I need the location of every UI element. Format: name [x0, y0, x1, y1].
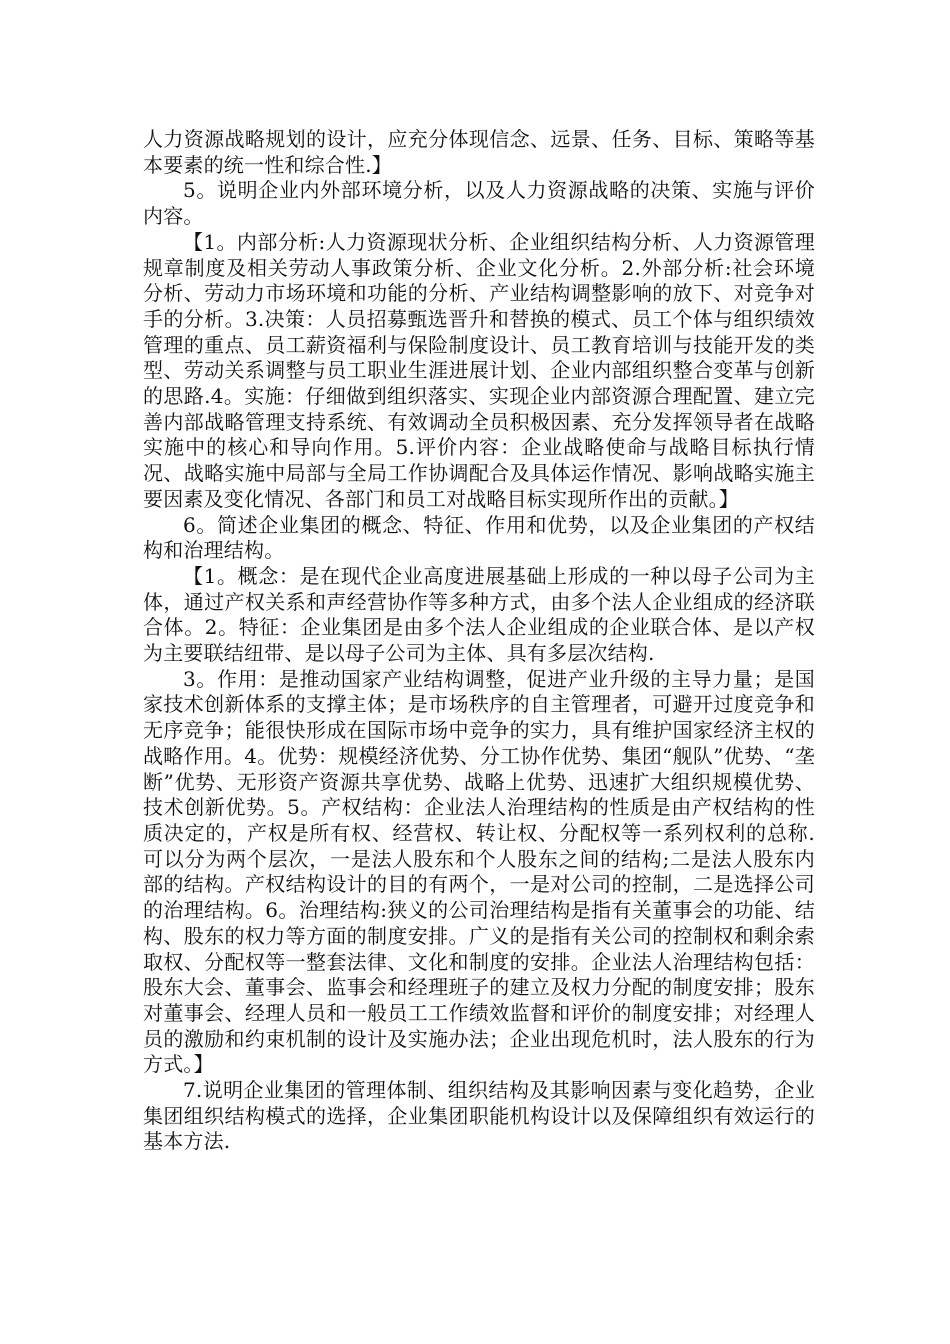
answer-6-part-1: 【1。概念：是在现代企业高度进展基础上形成的一种以母子公司为主体，通过产权关系和声经营协作等多种方式，由多个法人企业组成的经济联合体。2。特征：企业集团是由多个法人企业组成的企业联合体、是以产权为主要联结纽带、是以母子公司为主体、具有多层次结构. [143, 563, 815, 666]
question-5: 5。说明企业内外部环境分析，以及人力资源战略的决策、实施与评价内容。 [143, 178, 815, 229]
document-body [143, 127, 815, 1155]
answer-5: 【1。内部分析:人力资源现状分析、企业组织结构分析、人力资源管理规章制度及相关劳动人事政策分析、企业文化分析。2.外部分析:社会环境分析、劳动力市场环境和功能的分析、产业结构调整影响的放下、对竞争对手的分析。3.决策：人员招募甄选晋升和替换的模式、员工个体与组织绩效管理的重点、员工薪资福利与保险制度设计、员工教育培训与技能开发的类型、劳动关系调整与员工职业生涯进展计划、企业内部组织整合变革与创新的思路.4。实施：仔细做到组织落实、实现企业内部资源合理配置、建立完善内部战略管理支持系统、有效调动全员积极因素、充分发挥领导者在战略实施中的核心和导向作用。5.评价内容：企业战略使命与战略目标执行情况、战略实施中局部与全局工作协调配合及具体运作情况、影响战略实施主要因素及变化情况、各部门和员工对战略目标实现所作出的贡献。】 [143, 229, 815, 511]
answer-6-part-2: 3。作用：是推动国家产业结构调整，促进产业升级的主导力量；是国家技术创新体系的支撑主体；是市场秩序的自主管理者，可避开过度竞争和无序竞争；能很快形成在国际市场中竞争的实力，具有维护国家经济主权的战略作用。4。优势：规模经济优势、分工协作优势、集团“舰队”优势、“垄断”优势、无形资产资源共享优势、战略上优势、迅速扩大组织规模优势、技术创新优势。5。产权结构：企业法人治理结构的性质是由产权结构的性质决定的，产权是所有权、经营权、转让权、分配权等一系列权利的总称.可以分为两个层次，一是法人股东和个人股东之间的结构;二是法人股东内部的结构。产权结构设计的目的有两个，一是对公司的控制，二是选择公司的治理结构。6。治理结构:狭义的公司治理结构是指有关董事会的功能、结构、股东的权力等方面的制度安排。广义的是指有关公司的控制权和剩余索取权、分配权等一整套法律、文化和制度的安排。企业法人治理结构包括：股东大会、董事会、监事会和经理班子的建立及权力分配的制度安排；股东对董事会、经理人员和一般员工工作绩效监督和评价的制度安排；对经理人员的激励和约束机制的设计及实施办法；企业出现危机时，法人股东的行为方式。】 [143, 666, 815, 1077]
question-6: 6。简述企业集团的概念、特征、作用和优势，以及企业集团的产权结构和治理结构。 [143, 512, 815, 563]
question-7: 7.说明企业集团的管理体制、组织结构及其影响因素与变化趋势，企业集团组织结构模式的选择，企业集团职能机构设计以及保障组织有效运行的基本方法. [143, 1078, 815, 1154]
paragraph-continuation: 人力资源战略规划的设计，应充分体现信念、远景、任务、目标、策略等基本要素的统一性和综合性.】 [143, 127, 815, 177]
